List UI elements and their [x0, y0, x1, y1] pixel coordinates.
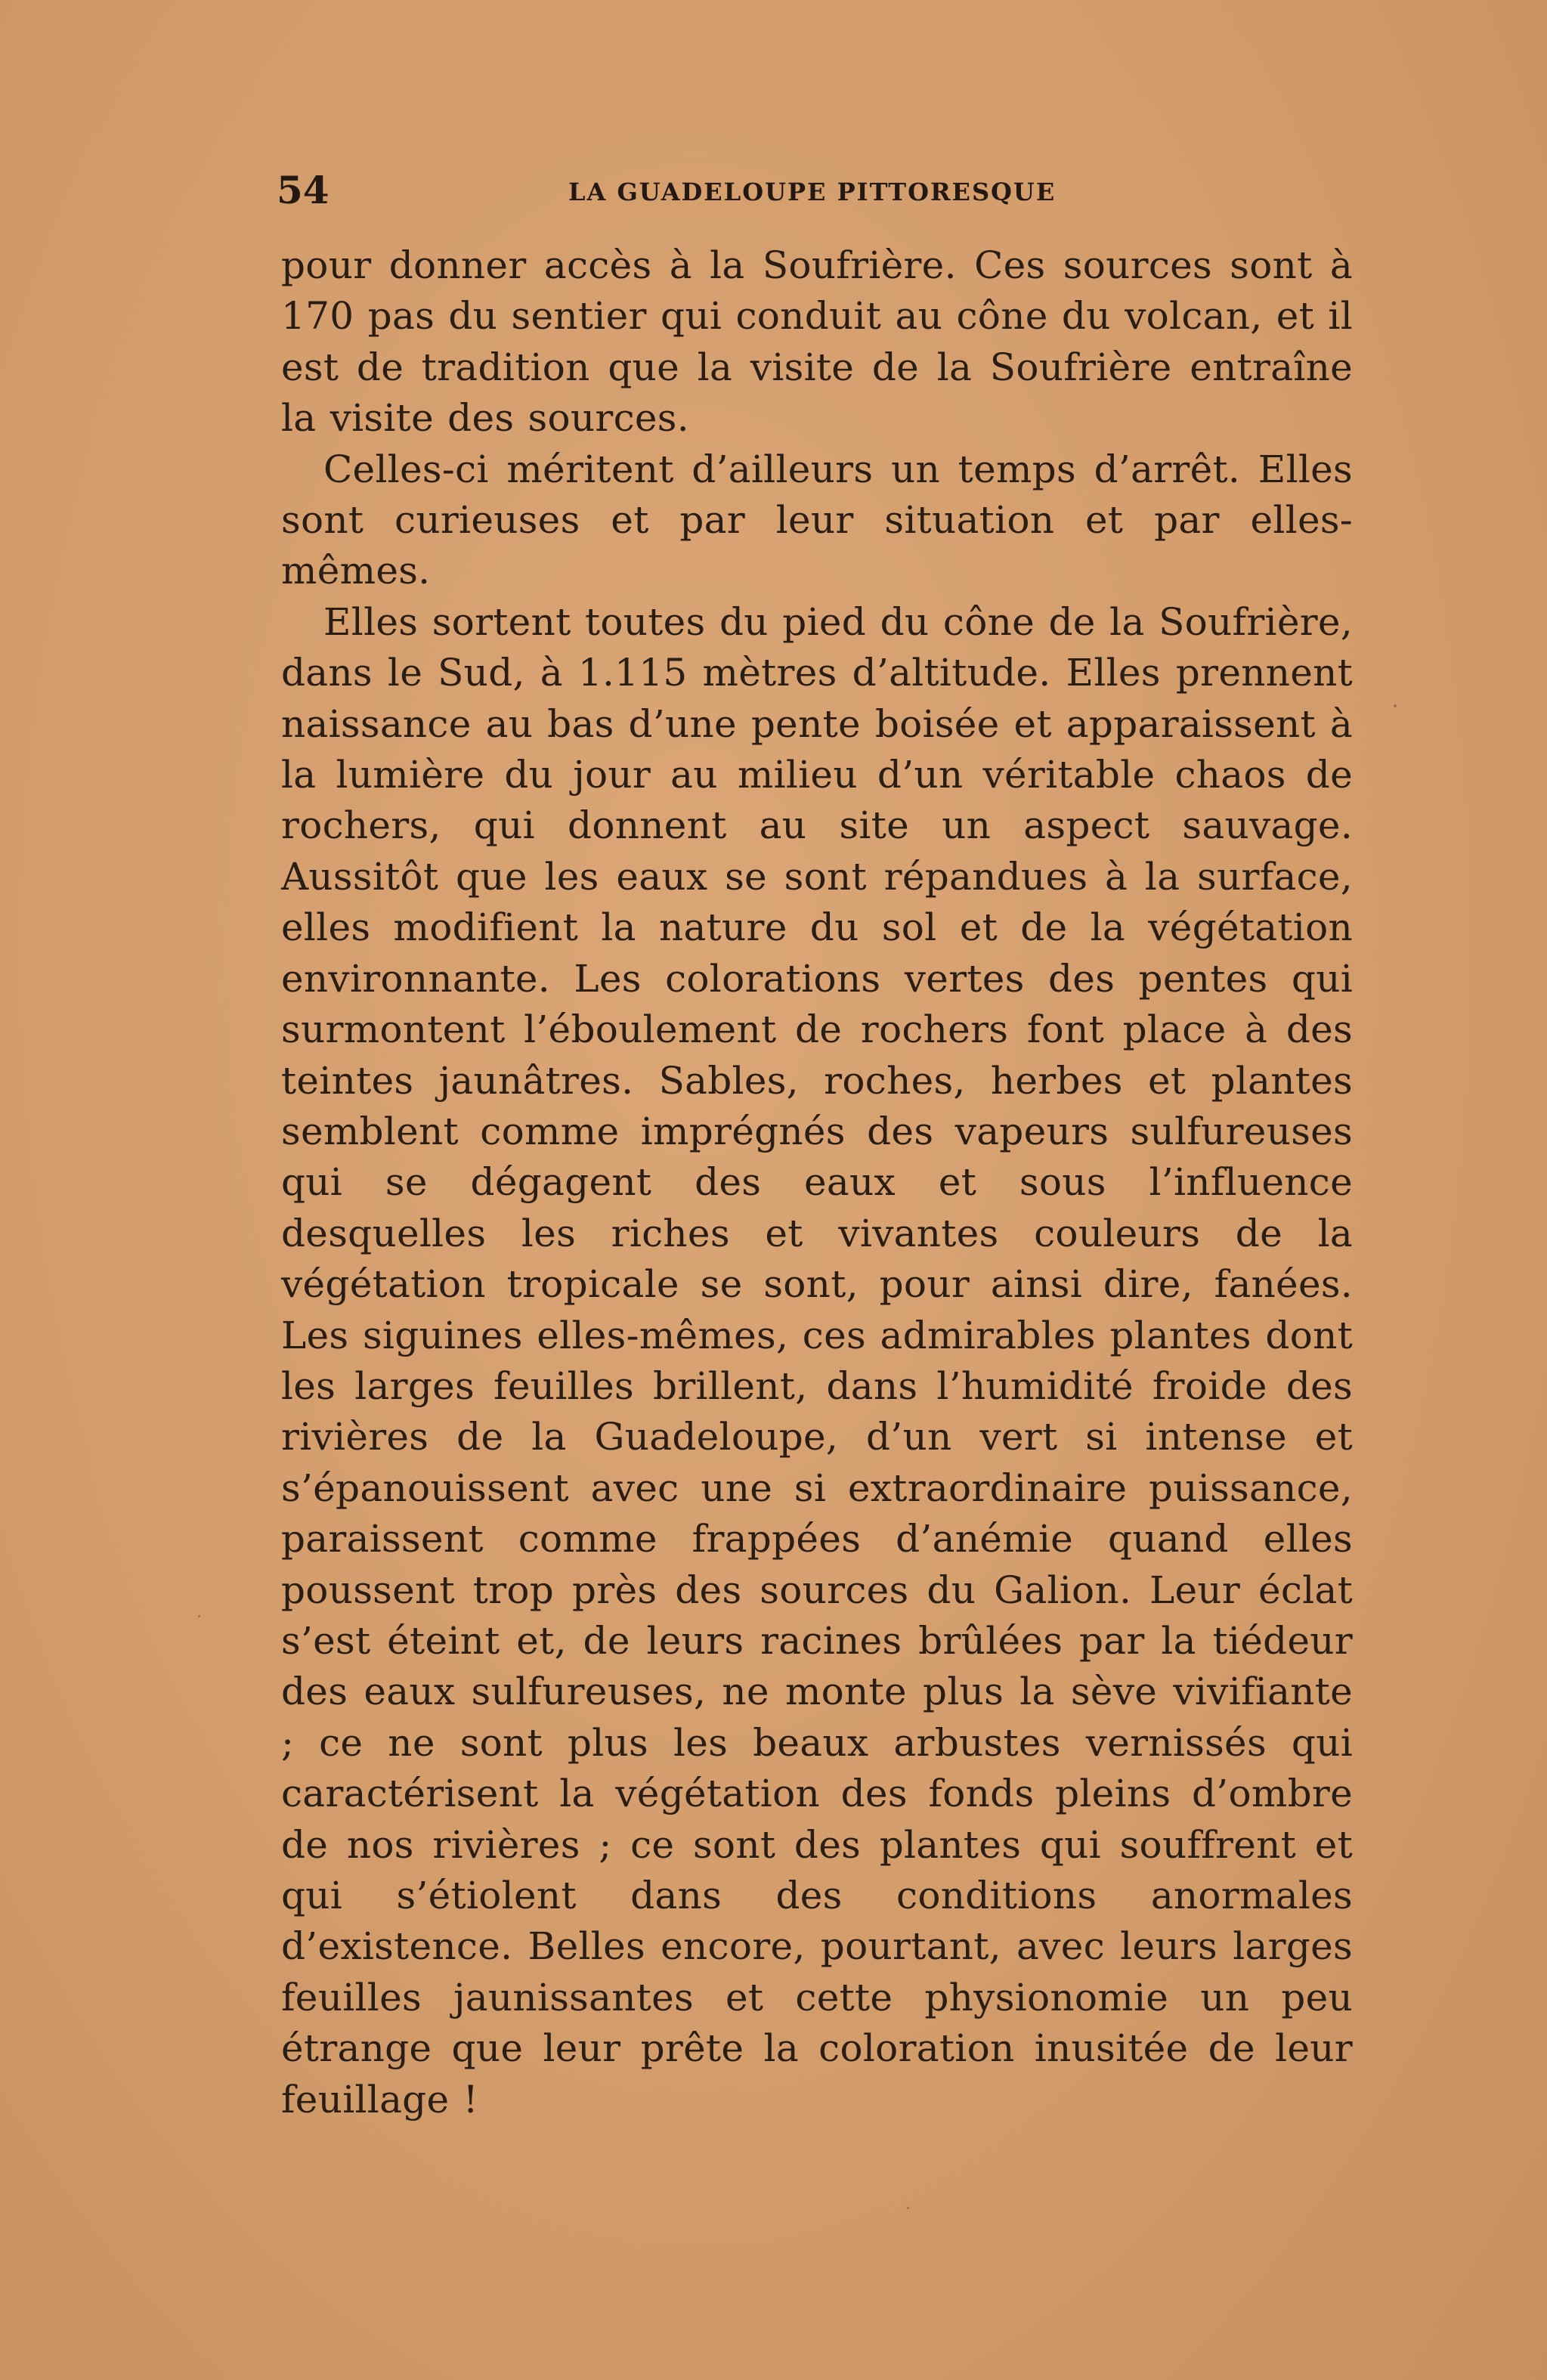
page-number: 54 — [277, 168, 330, 212]
body-text — [281, 240, 1353, 2125]
paragraph: Elles sortent toutes du pied du cône de la Soufrière, dans le Sud, à 1.115 mètres d’altitude. Elles prennent naissance au bas d’une pente boisée et apparaissent à la lumière du jour au milieu d’un véritable chaos de rochers, qui donnent au site un aspect sauvage. Aussitôt que les eaux se sont répandues à la surface, elles modifient la nature du sol et de la végétation environnante. Les colorations vertes des pentes qui surmontent l’éboulement de rochers font place à des teintes jaunâtres. Sables, roches, herbes et plantes semblent comme imprégnés des vapeurs sulfureuses qui se dégagent des eaux et sous l’influence desquelles les riches et vivantes couleurs de la végétation tropicale se sont, pour ainsi dire, fanées. Les siguines elles-mêmes, ces admirables plantes dont les larges feuilles brillent, dans l’humidité froide des rivières de la Guadeloupe, d’un vert si intense et s’épanouissent avec une si extraordinaire puissance, paraissent comme frappées d’anémie quand elles poussent trop près des sources du Galion. Leur éclat s’est éteint et, de leurs racines brûlées par la tiédeur des eaux sulfureuses, ne monte plus la sève vivifiante ; ce ne sont plus les beaux arbustes vernissés qui caractérisent la végétation des fonds pleins d’ombre de nos rivières ; ce sont des plantes qui souffrent et qui s’étiolent dans des conditions anormales d’existence. Belles encore, pourtant, avec leurs larges feuilles jaunissantes et cette physionomie un peu étrange que leur prête la coloration inusitée de leur feuillage ! — [281, 599, 1353, 2122]
paper-speck — [1394, 704, 1397, 707]
paper-speck — [198, 1615, 200, 1617]
paragraph: pour donner accès à la Soufrière. Ces sources sont à 170 pas du sentier qui conduit au cône du volcan, et il est de tradition que la visite de la Soufrière entraîne la visite des sources. — [281, 243, 1353, 441]
running-header — [277, 168, 1354, 213]
running-title: LA GUADELOUPE PITTORESQUE — [568, 178, 1057, 206]
paper-speck — [907, 2207, 909, 2209]
paragraph: Celles-ci méritent d’ailleurs un temps d’arrêt. Elles sont curieuses et par leur situation et par elles-mêmes. — [281, 447, 1353, 593]
paper-speck — [325, 2109, 326, 2110]
